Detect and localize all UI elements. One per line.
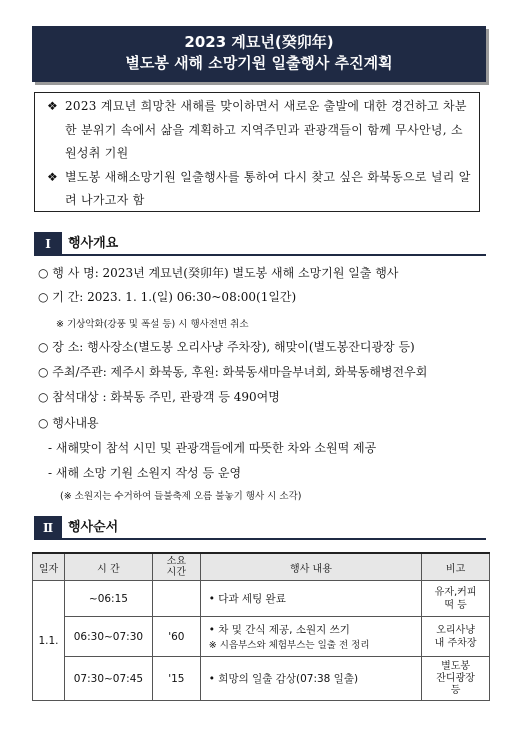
title-banner xyxy=(32,26,486,82)
content-text: • 차 및 간식 제공, 소원지 쓰기 xyxy=(208,624,350,636)
overview-host: ○ 주최/주관: 제주시 화북동, 후원: 화북동새마을부녀회, 화북동해병전우회 xyxy=(38,365,428,379)
time-cell: ~06:15 xyxy=(64,581,152,617)
intro-item xyxy=(47,95,473,166)
content-note: ※ 시음부스와 체험부스는 일출 전 정리 xyxy=(208,640,370,651)
overview-content-title: ○ 행사내용 xyxy=(38,416,99,430)
time-cell: 06:30~07:30 xyxy=(64,617,152,657)
overview-content-item: - 새해 소망 기원 소원지 작성 등 운영 xyxy=(48,466,242,480)
overview-content-item: - 새해맞이 참석 시민 및 관광객들에게 따뜻한 차와 소원떡 제공 xyxy=(48,441,377,455)
date-cell: 1.1. xyxy=(33,581,65,701)
content-cell: • 다과 세팅 완료 xyxy=(200,581,421,617)
schedule-table xyxy=(32,552,490,701)
intro-box xyxy=(34,92,480,212)
content-cell: • 희망의 일출 감상(07:38 일출) xyxy=(200,657,421,701)
section-underline xyxy=(62,254,486,256)
overview-period-note: ※ 기상악화(강풍 및 폭설 등) 시 행사전면 취소 xyxy=(56,319,249,330)
column-header-duration: 소요 시간 xyxy=(152,553,200,581)
table-header-row xyxy=(33,553,490,581)
section-number: Ⅱ xyxy=(34,516,62,540)
overview-event-name: ○ 행 사 명: 2023년 계묘년(癸卯年) 별도봉 새해 소망기원 일출 행사 xyxy=(38,266,399,280)
content-cell xyxy=(200,617,421,657)
table-row xyxy=(33,657,490,701)
diamond-bullet-icon: ❖ xyxy=(47,99,58,113)
section-underline xyxy=(62,538,486,540)
column-header-date: 일자 xyxy=(33,553,65,581)
duration-cell xyxy=(152,581,200,617)
column-header-remark: 비고 xyxy=(422,553,490,581)
duration-cell: '15 xyxy=(152,657,200,701)
intro-text: 2023 계묘년 희망찬 새해를 맞이하면서 새로운 출발에 대한 경건하고 차분한 분위기 속에서 삶을 계획하고 지역주민과 관광객들이 함께 무사안녕, 소원성취 기원 xyxy=(65,99,467,160)
diamond-bullet-icon: ❖ xyxy=(47,169,58,184)
section-title: 행사개요 xyxy=(68,236,119,251)
intro-item xyxy=(47,166,473,213)
overview-content-note: (※ 소원지는 수거하여 들불축제 오름 불놓기 행사 시 소각) xyxy=(60,491,302,502)
section-number: Ⅰ xyxy=(34,232,62,256)
intro-text: 별도봉 새해소망기원 일출행사를 통하여 다시 찾고 싶은 화북동으로 널리 알려 나가고자 함 xyxy=(65,169,471,207)
remark-cell: 오리사냥 내 주차장 xyxy=(422,617,490,657)
overview-place: ○ 장 소: 행사장소(별도봉 오리사냥 주차장), 해맞이(별도봉잔디광장 등) xyxy=(38,340,415,354)
section-header-schedule xyxy=(34,516,486,540)
section-title: 행사순서 xyxy=(68,520,119,535)
section-header-overview xyxy=(34,232,486,256)
column-header-content: 행사 내용 xyxy=(200,553,421,581)
remark-cell: 별도봉 잔디광장 등 xyxy=(422,657,490,701)
duration-cell: '60 xyxy=(152,617,200,657)
table-row xyxy=(33,617,490,657)
column-header-time: 시 간 xyxy=(64,553,152,581)
remark-cell: 유자,커피 떡 등 xyxy=(422,581,490,617)
time-cell: 07:30~07:45 xyxy=(64,657,152,701)
table-row xyxy=(33,581,490,617)
title-line-1: 2023 계묘년(癸卯年) xyxy=(184,33,334,51)
overview-participants: ○ 참석대상 : 화북동 주민, 관광객 등 490여명 xyxy=(38,390,280,404)
overview-period: ○ 기 간: 2023. 1. 1.(일) 06:30~08:00(1일간) xyxy=(38,290,297,304)
title-line-2: 별도봉 새해 소망기원 일출행사 추진계획 xyxy=(125,54,393,72)
